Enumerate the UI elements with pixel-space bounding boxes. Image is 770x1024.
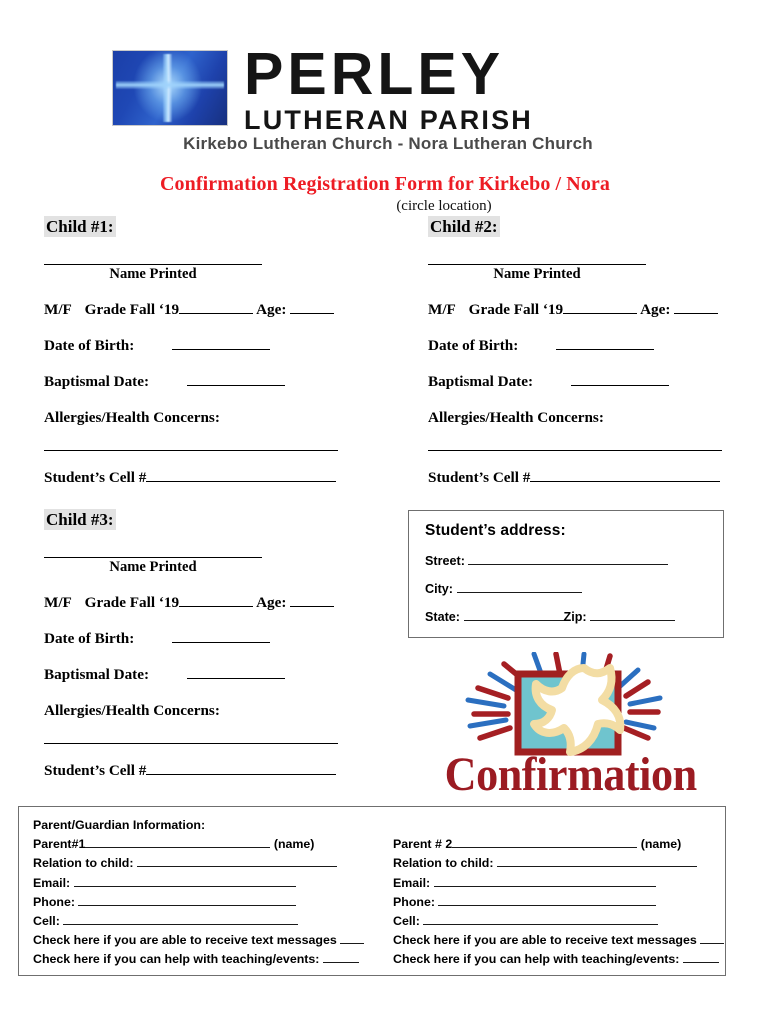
parent-2-cell-label: Cell:: [393, 913, 420, 928]
address-city-label: City:: [425, 582, 453, 596]
parent-2-name-field[interactable]: [452, 836, 637, 848]
child-3-heading: Child #3:: [46, 510, 114, 529]
parish-name-secondary: LUTHERAN PARISH: [244, 105, 533, 135]
child-1-grade-row: [44, 300, 374, 319]
child-2-baptismal-field[interactable]: [571, 372, 669, 386]
parent-1-relation-label: Relation to child:: [33, 856, 134, 871]
address-state-zip-row: [425, 609, 723, 624]
parent-2-relation-field[interactable]: [497, 855, 697, 867]
parent-1-cell-field[interactable]: [63, 913, 298, 925]
parent-2-text-check-label: Check here if you are able to receive text messages: [393, 933, 697, 948]
parent-2-text-check-field[interactable]: [700, 932, 724, 944]
child-3-age-label: Age:: [256, 594, 287, 611]
child-1-age-label: Age:: [256, 301, 287, 318]
parent-1-cell-label: Cell:: [33, 913, 60, 928]
parent-1-email-field[interactable]: [74, 875, 296, 887]
address-city-field[interactable]: [457, 581, 582, 593]
child-2-grade-label: Grade Fall ‘19: [468, 301, 564, 318]
child-1-age-field[interactable]: [290, 300, 334, 314]
confirmation-graphic: [434, 652, 700, 802]
page-title: Confirmation Registration Form for Kirkebo / Nora: [159, 173, 611, 195]
parent-2-text-check-row: [393, 932, 723, 948]
parent-column-1: [33, 817, 379, 971]
child-1-allergies-label: Allergies/Health Concerns:: [44, 409, 220, 426]
parent-1-relation-field[interactable]: [137, 855, 337, 867]
parent-2-cell-field[interactable]: [423, 913, 658, 925]
confirmation-wordmark: Confirmation: [444, 748, 697, 801]
parent-2-phone-field[interactable]: [438, 894, 656, 906]
child-3-mf-label: M/F: [44, 594, 72, 611]
parent-2-cell-row: [393, 913, 723, 929]
parent-1-text-check-field[interactable]: [340, 932, 364, 944]
parish-logo: [112, 41, 664, 153]
address-state-field[interactable]: [464, 609, 564, 621]
parent-1-cell-row: [33, 913, 379, 929]
child-3-name-field[interactable]: [44, 537, 262, 558]
parent-1-help-check-label: Check here if you can help with teaching/events:: [33, 952, 320, 967]
address-zip-field[interactable]: [590, 609, 675, 621]
child-1-baptismal-field[interactable]: [187, 372, 285, 386]
child-3-cell-field[interactable]: [146, 761, 336, 775]
parent-2-phone-row: [393, 894, 723, 910]
child-3-grade-field[interactable]: [179, 593, 253, 607]
parent-2-help-check-field[interactable]: [683, 951, 719, 963]
parent-1-text-check-row: [33, 932, 379, 948]
parent-1-help-check-row: [33, 951, 379, 967]
child-1-name-caption: Name Printed: [109, 266, 197, 282]
parent-2-name-row: [393, 836, 723, 852]
child-1-grade-label: Grade Fall ‘19: [84, 301, 180, 318]
parent-1-email-row: [33, 875, 379, 891]
parent-2-help-check-label: Check here if you can help with teaching/events:: [393, 952, 680, 967]
child-3-baptismal-label: Baptismal Date:: [44, 666, 150, 683]
child-3-baptismal-row: [44, 665, 374, 684]
parent-2-relation-row: [393, 855, 723, 871]
child-2-heading: Child #2:: [430, 217, 498, 236]
parent-1-phone-label: Phone:: [33, 894, 75, 909]
child-2-dob-label: Date of Birth:: [428, 337, 519, 354]
child-1-dob-field[interactable]: [172, 336, 270, 350]
parish-tagline: Kirkebo Lutheran Church - Nora Lutheran Church: [183, 134, 593, 153]
parent-1-relation-row: [33, 855, 379, 871]
child-2-name-field[interactable]: [428, 244, 646, 265]
child-1-dob-row: [44, 336, 374, 355]
address-street-field[interactable]: [468, 553, 668, 565]
address-street-row: [425, 553, 723, 568]
child-1-heading: Child #1:: [46, 217, 114, 236]
child-3-dob-field[interactable]: [172, 629, 270, 643]
circle-location-note: (circle location): [396, 198, 492, 214]
parent-1-name-suffix: (name): [273, 837, 315, 852]
child-1-allergies-field[interactable]: [44, 431, 338, 451]
child-2-grade-field[interactable]: [563, 300, 637, 314]
child-3-grade-label: Grade Fall ‘19: [84, 594, 180, 611]
parent-2-name-label: Parent # 2: [393, 837, 453, 852]
parent-2-relation-label: Relation to child:: [393, 856, 494, 871]
child-1-name-field[interactable]: [44, 244, 262, 265]
child-1-cell-label: Student’s Cell #: [44, 469, 147, 486]
child-2-dob-field[interactable]: [556, 336, 654, 350]
address-city-row: [425, 581, 723, 596]
child-3-allergies-label: Allergies/Health Concerns:: [44, 702, 220, 719]
child-2-age-field[interactable]: [674, 300, 718, 314]
cross-icon: [112, 50, 228, 126]
parent-2-phone-label: Phone:: [393, 894, 435, 909]
child-3-age-field[interactable]: [290, 593, 334, 607]
child-2-allergies-label: Allergies/Health Concerns:: [428, 409, 604, 426]
child-3-dob-row: [44, 629, 374, 648]
parent-2-help-check-row: [393, 951, 723, 967]
parent-2-name-suffix: (name): [640, 837, 682, 852]
student-address-box: [408, 510, 724, 638]
child-3-allergies-field[interactable]: [44, 724, 338, 744]
child-2-allergies-field[interactable]: [428, 431, 722, 451]
parent-2-email-label: Email:: [393, 875, 431, 890]
child-2-cell-row: [428, 468, 758, 487]
parent-1-help-check-field[interactable]: [323, 951, 359, 963]
dove-icon: [434, 652, 700, 760]
parent-1-phone-field[interactable]: [78, 894, 296, 906]
child-3-dob-label: Date of Birth:: [44, 630, 135, 647]
parish-name-primary: PERLEY: [244, 41, 505, 107]
address-street-label: Street:: [425, 554, 465, 568]
child-block-2: [428, 216, 758, 487]
child-2-grade-row: [428, 300, 758, 319]
child-3-grade-row: [44, 593, 374, 612]
parent-1-name-row: [33, 836, 379, 852]
child-1-cell-field[interactable]: [146, 468, 336, 482]
child-2-cell-field[interactable]: [530, 468, 720, 482]
child-2-dob-row: [428, 336, 758, 355]
parent-1-email-label: Email:: [33, 875, 71, 890]
parent-2-email-row: [393, 875, 723, 891]
child-3-name-caption: Name Printed: [109, 559, 197, 575]
child-2-baptismal-row: [428, 372, 758, 391]
parent-1-text-check-label: Check here if you are able to receive text messages: [33, 933, 337, 948]
child-2-mf-label: M/F: [428, 301, 456, 318]
child-1-dob-label: Date of Birth:: [44, 337, 135, 354]
child-2-name-caption: Name Printed: [493, 266, 581, 282]
child-1-mf-label: M/F: [44, 301, 72, 318]
child-1-baptismal-row: [44, 372, 374, 391]
child-3-baptismal-field[interactable]: [187, 665, 285, 679]
parent-1-phone-row: [33, 894, 379, 910]
child-2-baptismal-label: Baptismal Date:: [428, 373, 534, 390]
child-3-cell-row: [44, 761, 374, 780]
child-2-age-label: Age:: [640, 301, 671, 318]
child-block-3: [44, 509, 374, 780]
parish-wordmark: [244, 41, 664, 135]
parent-2-email-field[interactable]: [434, 875, 656, 887]
child-1-grade-field[interactable]: [179, 300, 253, 314]
child-2-cell-label: Student’s Cell #: [428, 469, 531, 486]
child-block-1: [44, 216, 374, 487]
child-1-baptismal-label: Baptismal Date:: [44, 373, 150, 390]
parent-section-title: Parent/Guardian Information:: [33, 818, 206, 832]
parent-1-name-label: Parent#1: [33, 837, 86, 852]
parent-1-name-field[interactable]: [85, 836, 270, 848]
child-3-cell-label: Student’s Cell #: [44, 762, 147, 779]
cross-horizontal-bar: [116, 81, 223, 89]
parent-guardian-box: [18, 806, 726, 976]
address-state-label: State:: [425, 610, 460, 624]
student-address-title: Student’s address:: [425, 522, 566, 539]
address-zip-label: Zip:: [563, 610, 587, 624]
parent-column-2: [393, 817, 723, 971]
child-1-cell-row: [44, 468, 374, 487]
